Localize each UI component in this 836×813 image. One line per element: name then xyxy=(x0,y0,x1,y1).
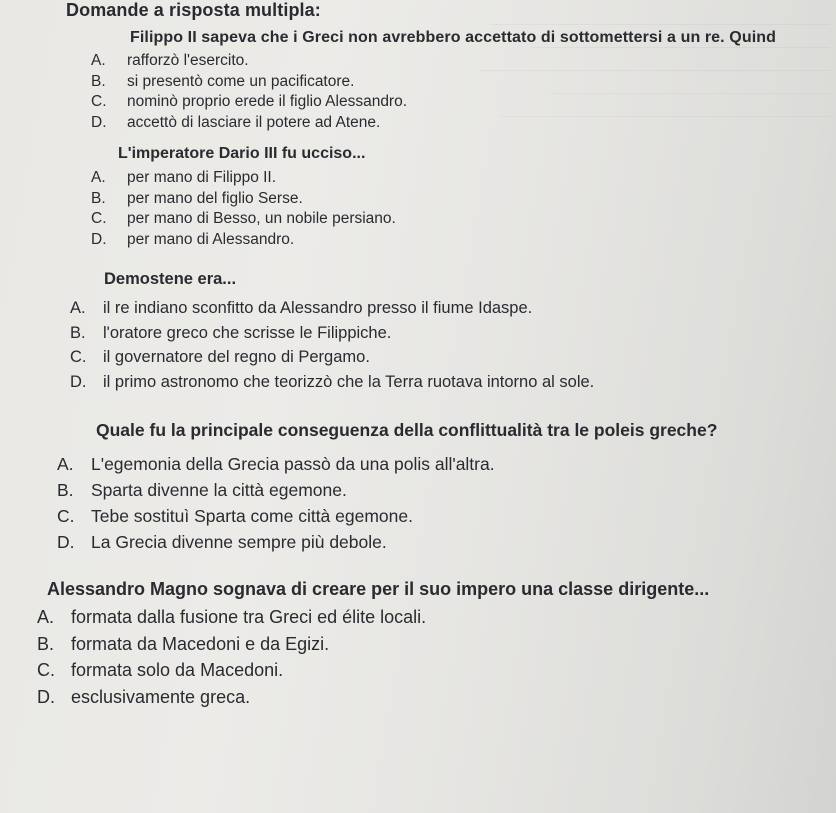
option-letter: A. xyxy=(70,299,86,317)
option-text: rafforzò l'esercito. xyxy=(127,52,249,69)
option-text: il primo astronomo che teorizzò che la Terra ruotava intorno al sole. xyxy=(103,372,595,391)
option-letter: A. xyxy=(57,454,74,474)
option-text: nominò proprio erede il figlio Alessandro. xyxy=(127,93,408,110)
section-heading: Domande a risposta multipla: xyxy=(66,0,321,20)
question-4-options xyxy=(57,451,495,555)
option-text: Tebe sostituì Sparta come città egemone. xyxy=(91,506,413,526)
question-5-text: Alessandro Magno sognava di creare per il suo impero una classe dirigente... xyxy=(47,579,710,599)
option-letter: C. xyxy=(70,348,87,366)
option-item xyxy=(57,477,495,503)
option-item xyxy=(37,604,426,631)
option-text: formata solo da Macedoni. xyxy=(71,660,284,680)
option-text: formata da Macedoni e da Egizi. xyxy=(71,633,330,654)
question-1-text: Filippo II sapeva che i Greci non avrebbero accettato di sottomettersi a un re. Quind xyxy=(130,29,776,46)
option-text: si presentò come un pacificatore. xyxy=(127,72,355,90)
option-text: per mano di Besso, un nobile persiano. xyxy=(127,210,396,227)
question-3-options xyxy=(70,296,594,394)
option-item xyxy=(91,51,407,72)
option-item xyxy=(91,72,407,93)
option-item xyxy=(57,503,495,529)
option-text: Sparta divenne la città egemone. xyxy=(91,480,347,500)
option-text: accettò di lasciare il potere ad Atene. xyxy=(127,113,381,131)
option-item xyxy=(70,345,594,370)
option-text: La Grecia divenne sempre più debole. xyxy=(91,532,387,552)
option-letter: D. xyxy=(37,686,55,707)
option-letter: B. xyxy=(37,633,55,654)
option-letter: C. xyxy=(57,506,75,526)
option-text: esclusivamente greca. xyxy=(71,686,251,707)
option-text: L'egemonia della Grecia passò da una polis all'altra. xyxy=(91,454,495,474)
option-item xyxy=(57,451,495,477)
question-3-text: Demostene era... xyxy=(104,270,237,288)
option-letter: D. xyxy=(91,113,107,131)
option-item xyxy=(57,529,495,555)
option-letter: A. xyxy=(91,52,106,69)
option-item xyxy=(37,631,426,658)
option-item xyxy=(91,92,407,113)
option-item xyxy=(37,657,426,684)
option-text: l'oratore greco che scrisse le Filippiche. xyxy=(103,323,392,342)
option-letter: B. xyxy=(91,72,106,90)
question-2-options xyxy=(91,168,396,250)
option-item xyxy=(70,370,594,395)
option-item xyxy=(91,189,396,210)
option-letter: D. xyxy=(91,230,107,248)
option-item xyxy=(70,296,594,321)
question-2-text: L'imperatore Dario III fu ucciso... xyxy=(118,145,366,162)
option-text: il re indiano sconfitto da Alessandro presso il fiume Idaspe. xyxy=(103,299,533,317)
option-text: per mano di Alessandro. xyxy=(127,230,295,248)
option-item xyxy=(91,209,396,230)
option-text: per mano del figlio Serse. xyxy=(127,189,303,207)
option-item xyxy=(37,684,426,711)
option-letter: B. xyxy=(57,480,74,500)
option-item xyxy=(70,321,594,346)
option-text: per mano di Filippo II. xyxy=(127,169,277,186)
option-letter: B. xyxy=(91,189,106,207)
option-letter: D. xyxy=(57,532,75,552)
option-letter: D. xyxy=(70,372,87,391)
option-letter: C. xyxy=(37,660,55,680)
option-letter: A. xyxy=(91,169,106,186)
option-text: il governatore del regno di Pergamo. xyxy=(103,348,370,366)
option-item xyxy=(91,168,396,189)
option-letter: C. xyxy=(91,93,107,110)
question-1-options xyxy=(91,51,407,133)
option-text: formata dalla fusione tra Greci ed élite locali. xyxy=(71,607,427,627)
question-4-text: Quale fu la principale conseguenza della conflittualità tra le poleis greche? xyxy=(96,420,718,440)
option-letter: B. xyxy=(70,323,86,342)
option-item xyxy=(91,230,396,251)
option-letter: A. xyxy=(37,607,55,627)
option-letter: C. xyxy=(91,210,107,227)
question-5-options xyxy=(37,604,426,710)
option-item xyxy=(91,113,407,134)
